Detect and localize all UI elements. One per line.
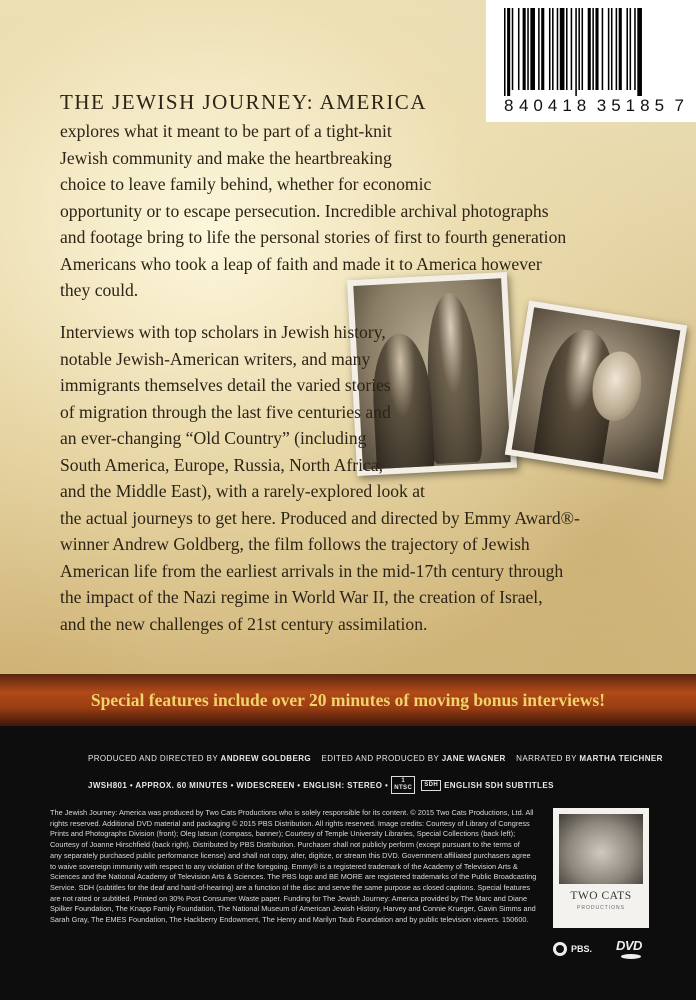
pbs-logo (553, 942, 592, 956)
legal-line: rights reserved. Additional DVD material and packaging © 2015 PBS Distribution. All rights reserved. Image credits: Courtesy of Library of Congress (50, 818, 530, 828)
ntsc-label: NTSC (394, 785, 413, 791)
legal-text (50, 808, 544, 926)
produced-name: ANDREW GOLDBERG (220, 754, 311, 763)
text-line: explores what it meant to be part of a tight-knit (60, 121, 392, 141)
barcode-digits-left: 40418 (518, 96, 592, 115)
legal-line: Sciences and the National Academy of Television Arts & Sciences. The PBS logo and BE MORE are registered trademarks of the Public Broadcasting (50, 872, 537, 882)
specs-text: JWSH801 • APPROX. 60 MINUTES • WIDESCREEN • ENGLISH: STEREO • (88, 780, 389, 790)
text-line: of migration through the last five centuries and (60, 401, 391, 422)
text-line: winner Andrew Goldberg, the film follows the trajectory of Jewish (60, 534, 530, 554)
barcode-digit-last: 7 (674, 96, 684, 115)
two-cats-logo (553, 808, 649, 928)
text-line: Americans who took a leap of faith and made it to America however (60, 253, 542, 274)
subtitles-text: ENGLISH SDH SUBTITLES (444, 780, 554, 790)
text-line: Interviews with top scholars in Jewish history, (60, 322, 386, 342)
barcode (486, 0, 696, 122)
two-cats-sub: PRODUCTIONS (577, 905, 625, 911)
legal-line: The Jewish Journey: America was produced by Two Cats Productions who is solely responsible for its content. © 2015 Two Cats Productions, Ltd. All (50, 808, 534, 817)
ntsc-region-icon (391, 776, 415, 794)
pbs-label: PBS. (571, 944, 593, 954)
barcode-number (504, 96, 684, 116)
text-line: the actual journeys to get here. Produced and directed by Emmy Award®- (60, 507, 580, 528)
text-line: and footage bring to life the personal stories of first to fourth generation (60, 227, 567, 247)
text-line: choice to leave family behind, whether for economic (60, 174, 432, 194)
special-features-text: Special features include over 20 minutes of moving bonus interviews! (90, 689, 606, 710)
legal-line: Prints and Photographs Division (front); Oleg Iatsun (compass, banner); Courtesy of Temple University Libraries, Special Collections (back left); (50, 829, 516, 839)
dvd-disc-icon (621, 954, 641, 959)
edited-name: JANE WAGNER (441, 754, 506, 763)
text-line: immigrants themselves detail the varied stories (60, 375, 391, 395)
text-line: and the Middle East), with a rarely-explored look at (60, 481, 425, 501)
legal-line: Sarah Gray, The EMES Foundation, The Hackberry Endowment, The Henry and Marilyn Taub Foundation and by public television viewers. 150600. (50, 915, 529, 925)
cat-image (559, 814, 643, 884)
legal-line: Spilker Foundation, The Knapp Family Foundation, The National Museum of American Jewish History, Harvey and Connie Krueger, Gavin Simms and (50, 904, 536, 914)
produced-label: PRODUCED AND DIRECTED BY (88, 754, 218, 763)
credits-line (88, 754, 663, 763)
text-line: they could. (60, 280, 139, 300)
barcode-digits-right: 35185 (596, 96, 670, 115)
text-line: notable Jewish-American writers, and many (60, 348, 371, 369)
description-paragraph-2 (60, 319, 580, 637)
edited-label: EDITED AND PRODUCED BY (321, 754, 440, 763)
two-cats-name: TWO CATS (570, 890, 632, 902)
legal-line: any separately purchased public performance license) and shall not copy, alter, digitize, or stream this DVD. Government affiliated purchasers agree (50, 850, 531, 860)
legal-line: to waive sovereign immunity with respect to any violation of the foregoing. Emmy® is a registered trademark of the Academy of Television Arts & (50, 861, 518, 871)
ntsc-region-number: 1 (401, 778, 406, 784)
text-line: an ever-changing “Old Country” (including (60, 428, 367, 448)
text-line: American life from the earliest arrivals in the mid-17th century through (60, 560, 564, 581)
narrated-name: MARTHA TEICHNER (579, 754, 663, 763)
text-line: the impact of the Nazi regime in World War II, the creation of Israel, (60, 587, 543, 607)
text-line: opportunity or to escape persecution. Incredible archival photographs (60, 200, 549, 221)
pbs-head-icon (553, 942, 567, 956)
barcode-bars (502, 8, 682, 96)
specs-line (88, 776, 554, 794)
text-line: South America, Europe, Russia, North Africa, (60, 454, 383, 475)
sdh-tv-icon: SDH (421, 780, 441, 791)
dvd-logo: DVD (616, 938, 642, 953)
legal-line: are not rated or subtitled. Printed on 30% Post Consumer Waste paper. Funding for The Jewish Journey: America provided by The Marc and Diane (50, 893, 528, 903)
legal-line: Courtesy of Joanne Hirschfield (back right). Distributed by PBS Distribution. Purchaser shall not publicly perform (except pursuant to the terms of (50, 840, 520, 850)
legal-line: Service. SDH (subtitles for the deaf and hard-of-hearing) are a function of the disc and serve the same purpose as closed captions. Special features (50, 882, 531, 892)
text-line: Jewish community and make the heartbreaking (60, 147, 392, 168)
special-features-banner (0, 674, 696, 726)
text-line: and the new challenges of 21st century assimilation. (60, 613, 428, 634)
narrated-label: NARRATED BY (516, 754, 577, 763)
page-title: THE JEWISH JOURNEY: AMERICA (60, 90, 427, 114)
barcode-digit-first: 8 (504, 96, 514, 115)
